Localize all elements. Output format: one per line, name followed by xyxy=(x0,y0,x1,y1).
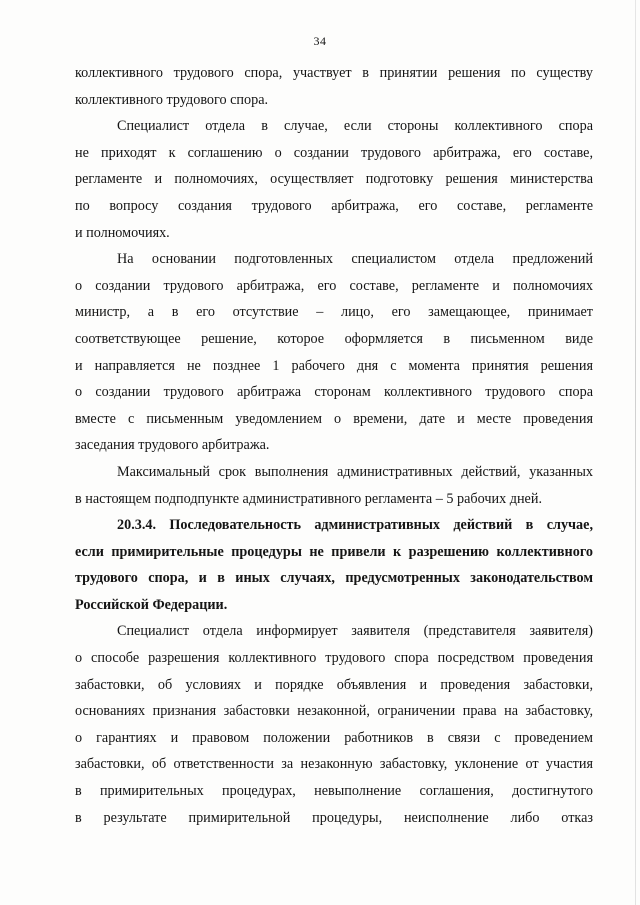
text-line: в настоящем подподпункте административного регламента – 5 рабочих дней. xyxy=(75,490,542,507)
text-line: о способе разрешения коллективного трудового спора посредством проведения xyxy=(75,650,593,667)
scan-edge-line xyxy=(635,0,636,905)
document-body xyxy=(75,60,593,831)
text-line: Максимальный срок выполнения административных действий, указанных xyxy=(117,463,593,480)
text-line: Специалист отдела в случае, если стороны коллективного спора xyxy=(117,118,593,135)
text-line: заседания трудового арбитража. xyxy=(75,437,270,454)
text-line: забастовки, об ответственности за незаконную забастовку, уклонение от участия xyxy=(75,756,593,773)
paragraph xyxy=(75,246,593,459)
text-line: На основании подготовленных специалистом отдела предложений xyxy=(117,251,593,268)
text-line: не приходят к соглашению о создании трудового арбитража, его составе, xyxy=(75,144,593,161)
text-line: в примирительных процедурах, невыполнение соглашения, достигнутого xyxy=(75,783,593,800)
text-line: в результате примирительной процедуры, неисполнение либо отказ xyxy=(75,809,593,826)
text-line: и направляется не позднее 1 рабочего дня с момента принятия решения xyxy=(75,357,593,374)
paragraph xyxy=(75,459,593,512)
text-line: министр, а в его отсутствие – лицо, его замещающее, принимает xyxy=(75,304,593,321)
text-line: по вопросу создания трудового арбитража, его составе, регламенте xyxy=(75,197,593,214)
text-line: коллективного трудового спора, участвует в принятии решения по существу xyxy=(75,65,593,81)
text-line: о создании трудового арбитража сторонам коллективного трудового спора xyxy=(75,384,593,401)
text-line: Российской Федерации. xyxy=(75,596,228,613)
text-line: если примирительные процедуры не привели к разрешению коллективного xyxy=(75,543,593,560)
text-line: Специалист отдела информирует заявителя (представителя заявителя) xyxy=(117,623,593,640)
text-line: соответствующее решение, которое оформляется в письменном виде xyxy=(75,330,593,347)
section-heading xyxy=(75,512,593,618)
text-line: трудового спора, и в иных случаях, предусмотренных законодательством xyxy=(75,570,593,587)
paragraph xyxy=(75,60,593,113)
text-line: забастовки, об условиях и порядке объявления и проведения забастовки, xyxy=(75,676,593,693)
text-line: и полномочиях. xyxy=(75,224,170,241)
text-line: вместе с письменным уведомлением о времени, дате и месте проведения xyxy=(75,410,593,427)
paragraph xyxy=(75,618,593,831)
text-line: о создании трудового арбитража, его составе, регламенте и полномочиях xyxy=(75,277,593,294)
paragraph xyxy=(75,113,593,246)
text-line: регламенте и полномочиях, осуществляет подготовку решения министерства xyxy=(75,171,593,188)
text-line: коллективного трудового спора. xyxy=(75,91,269,108)
page-number: 34 xyxy=(313,34,327,48)
text-line: 20.3.4. Последовательность административных действий в случае, xyxy=(117,517,593,534)
text-line: основаниях признания забастовки незаконной, ограничении права на забастовку, xyxy=(75,703,593,720)
text-line: о гарантиях и правовом положении работников в связи с проведением xyxy=(75,729,593,746)
